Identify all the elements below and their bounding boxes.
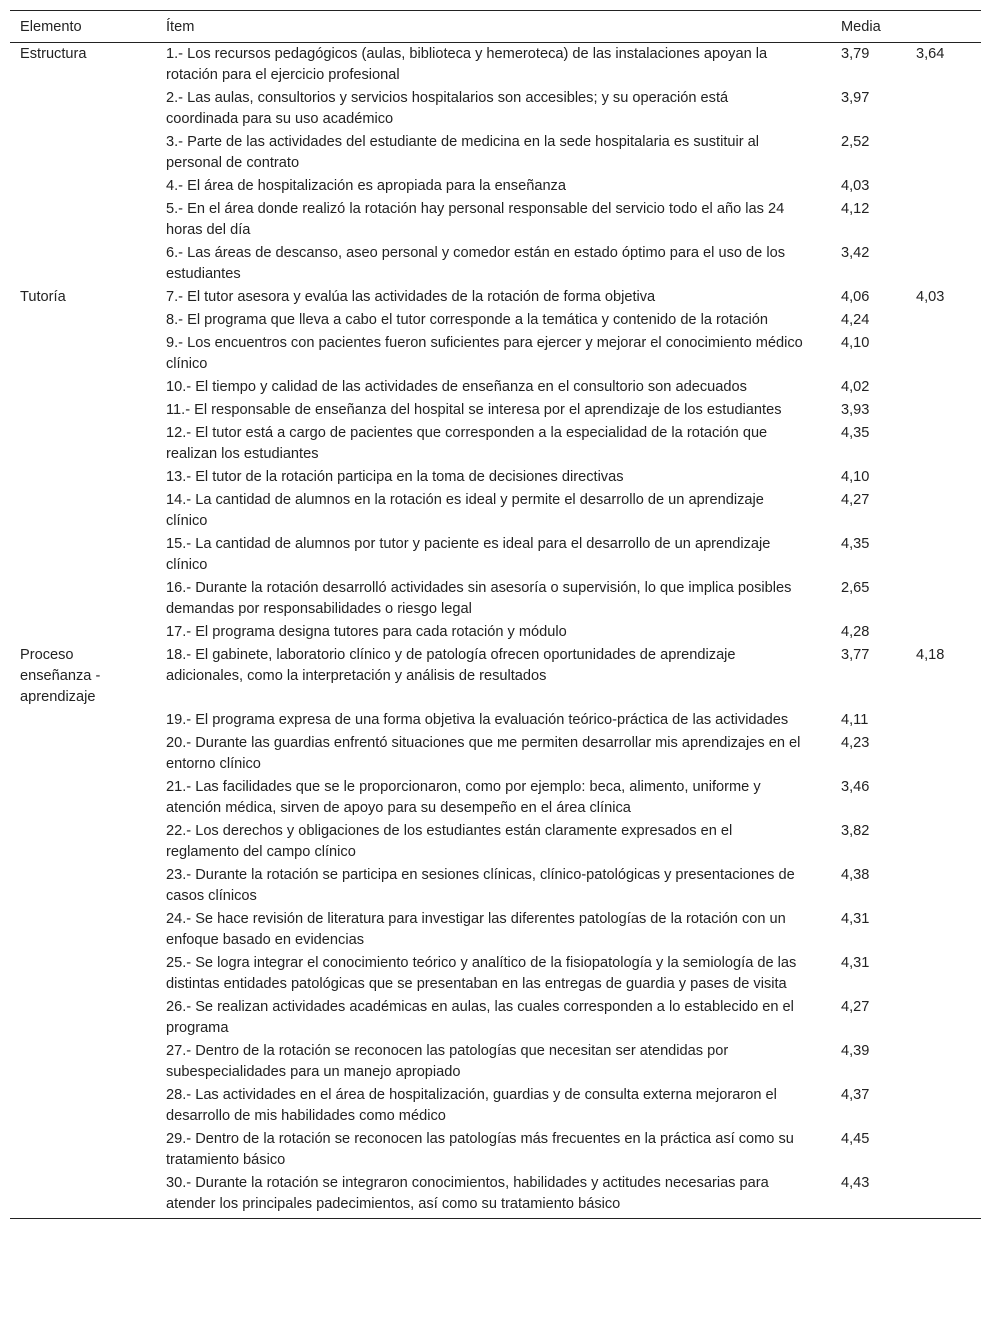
table-row <box>10 87 981 131</box>
cell-item: 23.- Durante la rotación se participa en sesiones clínicas, clínico-patológicas y presentaciones de casos clínicos <box>166 867 795 904</box>
cell-media: 4,27 <box>841 492 870 508</box>
cell-elemento <box>10 709 156 732</box>
header-media: Media <box>841 19 881 35</box>
cell-media: 4,02 <box>841 379 870 395</box>
table-row <box>10 952 981 996</box>
cell-group-mean: 3,64 <box>916 46 945 62</box>
table-row <box>10 489 981 533</box>
cell-media: 4,35 <box>841 536 870 552</box>
table-row <box>10 1172 981 1219</box>
cell-elemento <box>10 489 156 533</box>
cell-media: 4,06 <box>841 289 870 305</box>
cell-elemento <box>10 422 156 466</box>
table-row <box>10 621 981 644</box>
table-row <box>10 864 981 908</box>
cell-media: 4,28 <box>841 624 870 640</box>
cell-media: 4,39 <box>841 1043 870 1059</box>
cell-elemento <box>10 776 156 820</box>
cell-media: 3,97 <box>841 90 870 106</box>
cell-item: 2.- Las aulas, consultorios y servicios hospitalarios son accesibles; y su operación está coordinada para su uso académico <box>166 90 729 127</box>
cell-group-mean <box>906 242 981 286</box>
cell-item: 14.- La cantidad de alumnos en la rotación es ideal y permite el desarrollo de un aprendizaje clínico <box>166 492 764 529</box>
cell-group-mean <box>906 732 981 776</box>
cell-item: 8.- El programa que lleva a cabo el tutor corresponde a la temática y contenido de la rotación <box>166 312 768 328</box>
cell-elemento <box>10 1084 156 1128</box>
cell-media: 4,35 <box>841 425 870 441</box>
cell-group-mean <box>906 996 981 1040</box>
cell-media: 3,82 <box>841 823 870 839</box>
cell-group-mean <box>906 577 981 621</box>
cell-item: 25.- Se logra integrar el conocimiento teórico y analítico de la fisiopatología y la semiología de las distintas entidades patológicas que se presentaban en las entregas de guardia y pases de visita <box>166 955 797 992</box>
cell-media: 2,65 <box>841 580 870 596</box>
cell-item: 1.- Los recursos pedagógicos (aulas, biblioteca y hemeroteca) de las instalaciones apoyan la rotación para el ejercicio profesional <box>166 46 768 83</box>
cell-elemento <box>10 399 156 422</box>
table-row <box>10 1084 981 1128</box>
cell-item: 15.- La cantidad de alumnos por tutor y paciente es ideal para el desarrollo de un aprendizaje clínico <box>166 536 771 573</box>
cell-media: 4,23 <box>841 735 870 751</box>
cell-item: 22.- Los derechos y obligaciones de los estudiantes están claramente expresados en el reglamento del campo clínico <box>166 823 733 860</box>
cell-elemento <box>10 864 156 908</box>
cell-item: 16.- Durante la rotación desarrolló actividades sin asesoría o supervisión, lo que implica posibles demandas por responsabilidades o riesgo legal <box>166 580 792 617</box>
cell-elemento <box>10 820 156 864</box>
cell-media: 4,37 <box>841 1087 870 1103</box>
cell-item: 6.- Las áreas de descanso, aseo personal y comedor están en estado óptimo para el uso de los estudiantes <box>166 245 785 282</box>
cell-elemento <box>10 533 156 577</box>
table-row <box>10 309 981 332</box>
cell-item: 5.- En el área donde realizó la rotación hay personal responsable del servicio todo el año las 24 horas del día <box>166 201 785 238</box>
cell-elemento <box>10 732 156 776</box>
cell-group-mean: 4,18 <box>916 647 945 663</box>
cell-elemento <box>10 332 156 376</box>
cell-group-mean <box>906 332 981 376</box>
cell-media: 4,10 <box>841 335 870 351</box>
cell-media: 3,93 <box>841 402 870 418</box>
cell-item: 7.- El tutor asesora y evalúa las actividades de la rotación de forma objetiva <box>166 289 656 305</box>
cell-elemento <box>10 198 156 242</box>
cell-media: 4,38 <box>841 867 870 883</box>
cell-item: 10.- El tiempo y calidad de las actividades de enseñanza en el consultorio son adecuados <box>166 379 747 395</box>
cell-elemento <box>10 466 156 489</box>
table-row <box>10 709 981 732</box>
table-row <box>10 376 981 399</box>
cell-media: 4,43 <box>841 1175 870 1191</box>
cell-item: 18.- El gabinete, laboratorio clínico y de patología ofrecen oportunidades de aprendizaje adicionales, como la interpretación y análisis de resultados <box>166 647 736 684</box>
results-table-container <box>10 10 981 1219</box>
results-table <box>10 10 981 1219</box>
cell-elemento <box>10 577 156 621</box>
cell-group-mean <box>906 175 981 198</box>
cell-group-mean <box>906 709 981 732</box>
cell-elemento <box>10 309 156 332</box>
cell-group-mean <box>906 466 981 489</box>
cell-item: 24.- Se hace revisión de literatura para investigar las diferentes patologías de la rotación con un enfoque basado en evidencias <box>166 911 786 948</box>
cell-elemento: Tutoría <box>20 289 66 305</box>
cell-elemento <box>10 952 156 996</box>
table-row <box>10 332 981 376</box>
cell-group-mean <box>906 533 981 577</box>
cell-item: 27.- Dentro de la rotación se reconocen las patologías que necesitan ser atendidas por subespecialidades para un manejo apropiado <box>166 1043 729 1080</box>
cell-elemento <box>10 242 156 286</box>
table-row <box>10 1040 981 1084</box>
cell-media: 4,10 <box>841 469 870 485</box>
cell-group-mean <box>906 621 981 644</box>
table-header-row <box>10 11 981 43</box>
cell-media: 4,27 <box>841 999 870 1015</box>
table-row <box>10 820 981 864</box>
cell-media: 2,52 <box>841 134 870 150</box>
cell-group-mean <box>906 1172 981 1219</box>
cell-item: 21.- Las facilidades que se le proporcionaron, como por ejemplo: beca, alimento, uniforme y atención médica, sirven de apoyo para su desempeño en el área clínica <box>166 779 761 816</box>
cell-group-mean <box>906 1040 981 1084</box>
table-row <box>10 422 981 466</box>
cell-media: 3,42 <box>841 245 870 261</box>
cell-media: 3,79 <box>841 46 870 62</box>
table-row <box>10 466 981 489</box>
cell-group-mean: 4,03 <box>916 289 945 305</box>
cell-media: 4,12 <box>841 201 870 217</box>
cell-media: 3,46 <box>841 779 870 795</box>
cell-media: 4,31 <box>841 911 870 927</box>
cell-group-mean <box>906 422 981 466</box>
cell-elemento <box>10 621 156 644</box>
cell-item: 30.- Durante la rotación se integraron conocimientos, habilidades y actitudes necesarias para atender los principales padecimientos, así como su tratamiento básico <box>166 1175 769 1212</box>
table-row <box>10 198 981 242</box>
cell-media: 3,77 <box>841 647 870 663</box>
header-elemento: Elemento <box>20 19 82 35</box>
cell-item: 17.- El programa designa tutores para cada rotación y módulo <box>166 624 567 640</box>
table-row <box>10 1128 981 1172</box>
cell-elemento <box>10 908 156 952</box>
table-row <box>10 644 981 709</box>
cell-group-mean <box>906 820 981 864</box>
cell-group-mean <box>906 399 981 422</box>
cell-item: 20.- Durante las guardias enfrentó situaciones que me permiten desarrollar mis aprendizajes en el entorno clínico <box>166 735 801 772</box>
table-row <box>10 776 981 820</box>
table-row <box>10 242 981 286</box>
cell-item: 19.- El programa expresa de una forma objetiva la evaluación teórico-práctica de las actividades <box>166 712 789 728</box>
cell-media: 4,45 <box>841 1131 870 1147</box>
cell-group-mean <box>906 131 981 175</box>
cell-media: 4,03 <box>841 178 870 194</box>
cell-group-mean <box>906 776 981 820</box>
table-row <box>10 131 981 175</box>
cell-item: 13.- El tutor de la rotación participa en la toma de decisiones directivas <box>166 469 624 485</box>
table-row <box>10 996 981 1040</box>
cell-group-mean <box>906 864 981 908</box>
cell-elemento <box>10 376 156 399</box>
cell-item: 12.- El tutor está a cargo de pacientes que corresponden a la especialidad de la rotación que realizan los estudiantes <box>166 425 768 462</box>
cell-elemento <box>10 131 156 175</box>
table-row <box>10 399 981 422</box>
table-row <box>10 286 981 309</box>
cell-elemento: Proceso enseñanza - aprendizaje <box>20 647 101 705</box>
header-item: Ítem <box>166 19 195 35</box>
table-row <box>10 908 981 952</box>
cell-media: 4,24 <box>841 312 870 328</box>
cell-elemento <box>10 87 156 131</box>
cell-elemento <box>10 1040 156 1084</box>
cell-elemento <box>10 1172 156 1219</box>
cell-elemento <box>10 175 156 198</box>
table-row <box>10 577 981 621</box>
header-group-mean <box>906 11 981 43</box>
table-row <box>10 533 981 577</box>
cell-group-mean <box>906 198 981 242</box>
cell-group-mean <box>906 1128 981 1172</box>
table-body <box>10 43 981 1219</box>
cell-item: 4.- El área de hospitalización es apropiada para la enseñanza <box>166 178 566 194</box>
cell-item: 9.- Los encuentros con pacientes fueron suficientes para ejercer y mejorar el conocimiento médico clínico <box>166 335 803 372</box>
cell-item: 11.- El responsable de enseñanza del hospital se interesa por el aprendizaje de los estudiantes <box>166 402 782 418</box>
cell-item: 26.- Se realizan actividades académicas en aulas, las cuales corresponden a lo establecido en el programa <box>166 999 794 1036</box>
cell-group-mean <box>906 87 981 131</box>
cell-elemento: Estructura <box>20 46 87 62</box>
cell-group-mean <box>906 908 981 952</box>
cell-group-mean <box>906 952 981 996</box>
cell-elemento <box>10 996 156 1040</box>
cell-group-mean <box>906 376 981 399</box>
cell-group-mean <box>906 489 981 533</box>
cell-item: 3.- Parte de las actividades del estudiante de medicina en la sede hospitalaria es sustituir al personal de contrato <box>166 134 760 171</box>
cell-elemento <box>10 1128 156 1172</box>
cell-item: 29.- Dentro de la rotación se reconocen las patologías más frecuentes en la práctica así como su tratamiento básico <box>166 1131 794 1168</box>
cell-group-mean <box>906 1084 981 1128</box>
table-row <box>10 732 981 776</box>
cell-media: 4,11 <box>841 712 869 728</box>
cell-group-mean <box>906 309 981 332</box>
cell-media: 4,31 <box>841 955 870 971</box>
table-row <box>10 175 981 198</box>
cell-item: 28.- Las actividades en el área de hospitalización, guardias y de consulta externa mejoraron el desarrollo de mis habilidades como médico <box>166 1087 777 1124</box>
table-row <box>10 43 981 88</box>
